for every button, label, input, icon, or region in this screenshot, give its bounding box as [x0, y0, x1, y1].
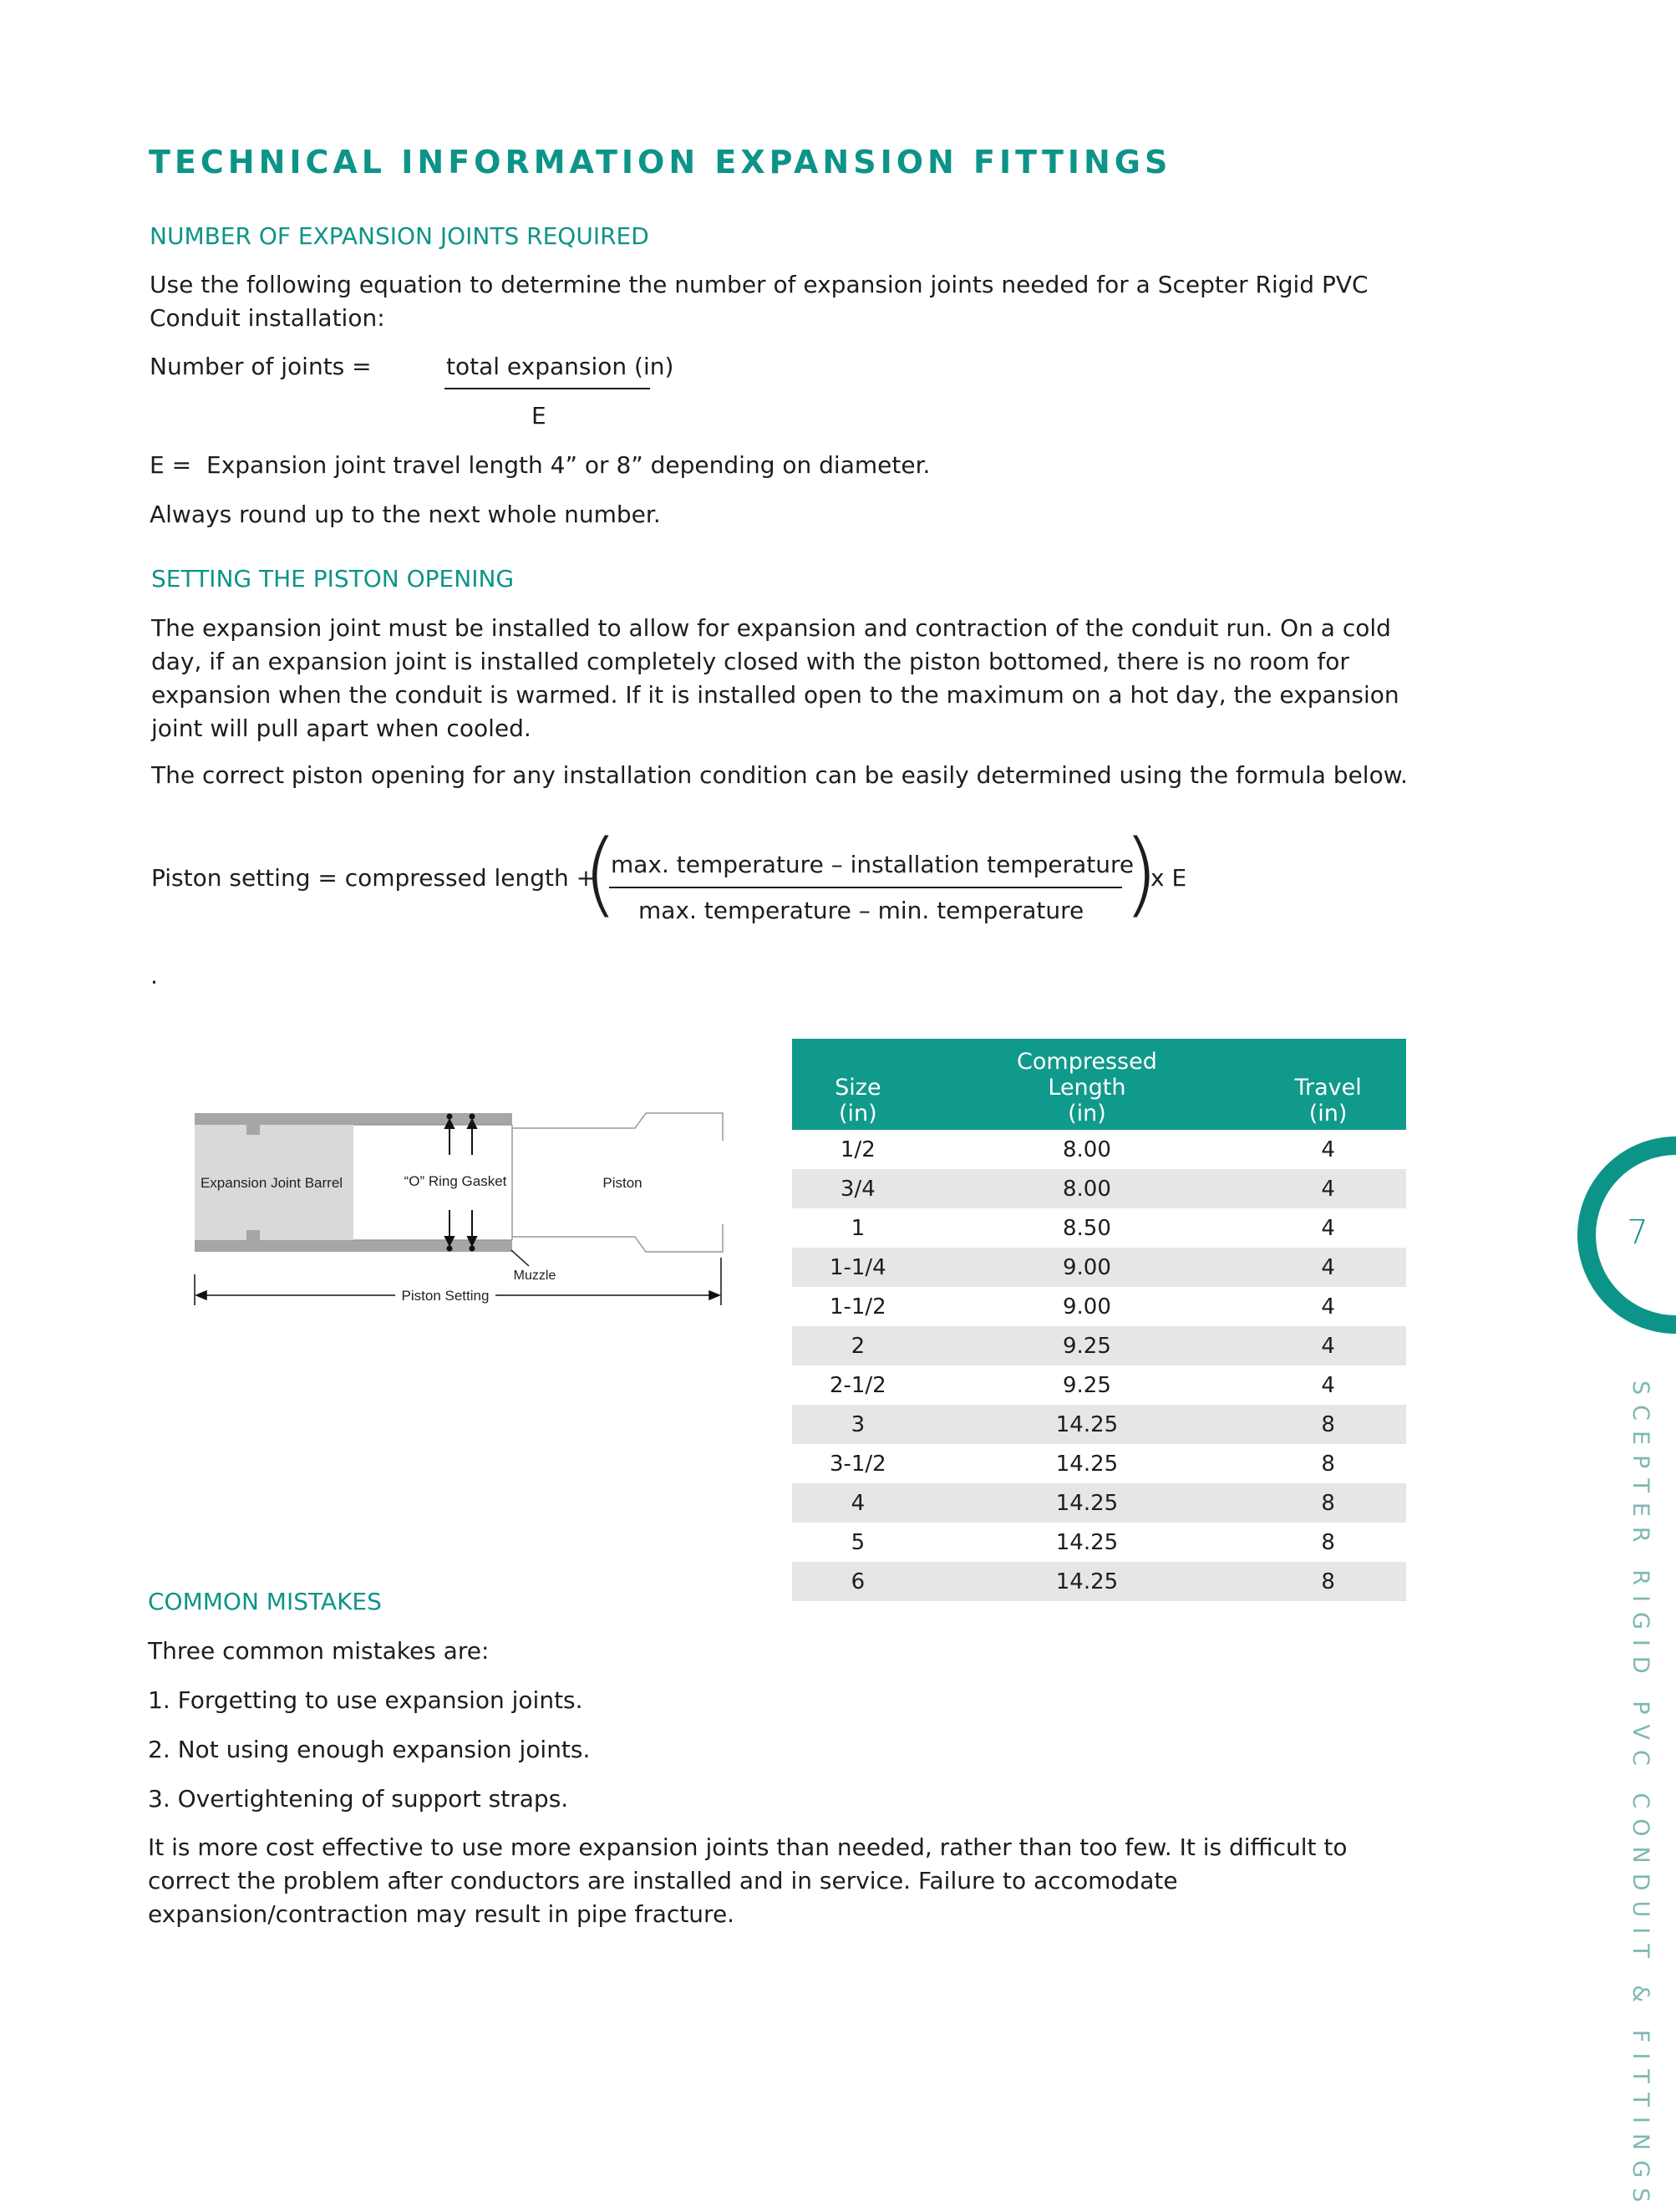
- cell-size: 5: [792, 1523, 924, 1562]
- cell-size: 6: [792, 1562, 924, 1601]
- formula-right: x E: [1150, 864, 1187, 892]
- formula-right-paren: ): [1123, 820, 1159, 927]
- cell-travel: 4: [1250, 1169, 1406, 1208]
- cell-length: 8.00: [924, 1169, 1251, 1208]
- table-header-row: [792, 1039, 1406, 1130]
- piston-paragraph-2: The correct piston opening for any installation condition can be easily determined using the formula below.: [151, 761, 1408, 789]
- side-title: SCEPTER RIGID PVC CONDUIT & FITTINGS: [1628, 1381, 1653, 2212]
- label-barrel: Expansion Joint Barrel: [200, 1175, 343, 1191]
- cell-length: 8.50: [924, 1208, 1251, 1248]
- page-title: TECHNICAL INFORMATION EXPANSION FITTINGS: [149, 144, 1172, 181]
- mistakes-heading: COMMON MISTAKES: [148, 1588, 382, 1615]
- cell-length: 14.25: [924, 1405, 1251, 1444]
- table-row: [792, 1130, 1406, 1169]
- cell-size: 1: [792, 1208, 924, 1248]
- formula-left-paren: (: [582, 820, 618, 927]
- cell-length: 9.00: [924, 1287, 1251, 1326]
- cell-size: 1/2: [792, 1130, 924, 1169]
- equation-label: Number of joints =: [150, 353, 372, 380]
- mistake-item: 3. Overtightening of support straps.: [148, 1785, 569, 1813]
- cell-travel: 4: [1250, 1326, 1406, 1365]
- table-row: [792, 1562, 1406, 1601]
- label-gasket: “O” Ring Gasket: [404, 1173, 507, 1189]
- mistake-item: 1. Forgetting to use expansion joints.: [148, 1686, 583, 1714]
- table-row: [792, 1483, 1406, 1523]
- joints-intro: Use the following equation to determine the number of expansion joints needed for a Scepter Rigid PVC Conduit installation:: [150, 271, 1369, 332]
- mistakes-closing: It is more cost effective to use more expansion joints than needed, rather than too few. It is difficult to correct the problem after conductors are installed and in service. Failure to accomodate expansion/contraction may result in pipe fracture.: [148, 1833, 1348, 1928]
- equation-numerator: total expansion (in): [446, 353, 674, 380]
- piston-heading: SETTING THE PISTON OPENING: [151, 565, 515, 592]
- header-size: Size (in): [792, 1039, 924, 1130]
- formula-denominator: max. temperature – min. temperature: [638, 897, 1084, 924]
- table-row: [792, 1365, 1406, 1405]
- cell-length: 9.25: [924, 1326, 1251, 1365]
- cell-size: 3/4: [792, 1169, 924, 1208]
- cell-size: 2-1/2: [792, 1365, 924, 1405]
- table-row: [792, 1326, 1406, 1365]
- equation-denominator: E: [531, 402, 546, 430]
- cell-travel: 8: [1250, 1405, 1406, 1444]
- cell-travel: 4: [1250, 1248, 1406, 1287]
- label-muzzle: Muzzle: [513, 1269, 556, 1283]
- piston-paragraph-1: The expansion joint must be installed to allow for expansion and contraction of the conduit run. On a cold day, if an expansion joint is installed completely closed with the piston bottomed, there is no room for expansion when the conduit is warmed. If it is installed open to the maximum on a hot day, the expansion joint will pull apart when cooled.: [151, 614, 1399, 742]
- joints-heading: NUMBER OF EXPANSION JOINTS REQUIRED: [150, 222, 649, 250]
- cell-travel: 4: [1250, 1365, 1406, 1405]
- formula-numerator: max. temperature – installation temperature: [611, 851, 1135, 878]
- cell-length: 14.25: [924, 1444, 1251, 1483]
- table-row: [792, 1208, 1406, 1248]
- header-compressed-length: Compressed Length (in): [924, 1039, 1251, 1130]
- cell-length: 14.25: [924, 1483, 1251, 1523]
- mistake-item: 2. Not using enough expansion joints.: [148, 1736, 591, 1763]
- cell-length: 14.25: [924, 1562, 1251, 1601]
- cell-travel: 8: [1250, 1562, 1406, 1601]
- equation-fraction-bar: [444, 388, 650, 389]
- cell-size: 4: [792, 1483, 924, 1523]
- header-travel: Travel (in): [1250, 1039, 1406, 1130]
- table-row: [792, 1444, 1406, 1483]
- cell-travel: 4: [1250, 1208, 1406, 1248]
- expansion-joint-diagram: [188, 1103, 731, 1312]
- cell-travel: 4: [1250, 1130, 1406, 1169]
- table-row: [792, 1169, 1406, 1208]
- mistakes-intro: Three common mistakes are:: [148, 1637, 490, 1665]
- round-note: Always round up to the next whole number.: [150, 501, 661, 528]
- e-label: E =: [150, 451, 192, 479]
- table-row: [792, 1523, 1406, 1562]
- cell-travel: 8: [1250, 1444, 1406, 1483]
- cell-size: 1-1/2: [792, 1287, 924, 1326]
- formula-fraction-bar: [609, 887, 1122, 888]
- cell-travel: 4: [1250, 1287, 1406, 1326]
- cell-length: 9.00: [924, 1248, 1251, 1287]
- muzzle-leader: [511, 1250, 529, 1266]
- cell-length: 9.25: [924, 1365, 1251, 1405]
- e-definition: Expansion joint travel length 4” or 8” depending on diameter.: [206, 451, 931, 479]
- cell-length: 14.25: [924, 1523, 1251, 1562]
- label-piston: Piston: [602, 1175, 642, 1191]
- formula-left: Piston setting = compressed length +: [151, 864, 597, 892]
- cell-travel: 8: [1250, 1483, 1406, 1523]
- table-row: [792, 1405, 1406, 1444]
- cell-size: 2: [792, 1326, 924, 1365]
- page-number: 7: [1627, 1213, 1648, 1252]
- cell-length: 8.00: [924, 1130, 1251, 1169]
- cell-size: 3: [792, 1405, 924, 1444]
- label-piston-setting: Piston Setting: [401, 1288, 490, 1304]
- table-row: [792, 1248, 1406, 1287]
- expansion-joint-table: [792, 1039, 1406, 1601]
- cell-size: 1-1/4: [792, 1248, 924, 1287]
- cell-size: 3-1/2: [792, 1444, 924, 1483]
- cell-travel: 8: [1250, 1523, 1406, 1562]
- table-row: [792, 1287, 1406, 1326]
- stray-dot: .: [150, 962, 158, 989]
